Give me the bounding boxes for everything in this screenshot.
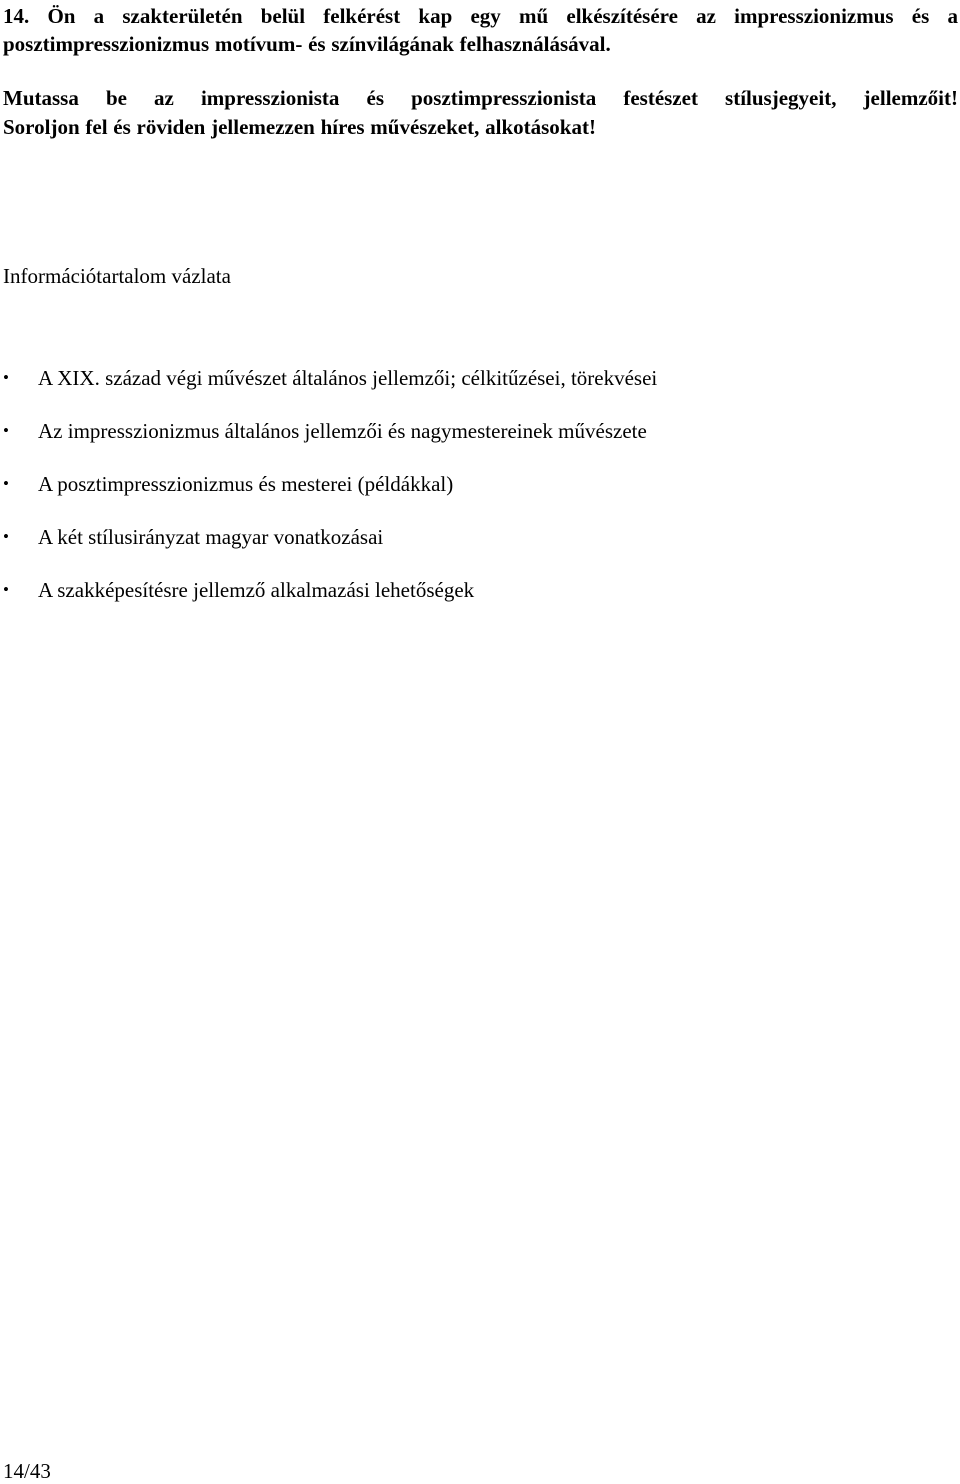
outline-item: [0, 471, 960, 524]
outline-item: [0, 524, 960, 577]
page-number: 14/43: [3, 1459, 51, 1483]
outline-item-text: A szakképesítésre jellemző alkalmazási lehetőségek: [38, 578, 475, 602]
outline-item-text: A XIX. század végi művészet általános jellemzői; célkitűzései, törekvései: [38, 366, 658, 390]
outline-item: [0, 577, 960, 630]
bullet-icon: •: [3, 527, 9, 546]
bullet-icon: •: [3, 421, 9, 440]
outline-list: [0, 365, 960, 630]
task-heading: 14. Ön a szakterületén belül felkérést kap egy mű elkészítésére az impresszionizmus és a posztimpresszionizmus motívum- és színvilágának felhasználásával.: [3, 4, 958, 56]
outline-item: [0, 365, 960, 418]
instructions-line-1: Mutassa be az impresszionista és posztimpresszionista festészet stílusjegyeit, jellemzőit!: [3, 86, 958, 110]
bullet-icon: •: [3, 474, 9, 493]
task-instructions: [3, 84, 958, 142]
instructions-line-2: Soroljon fel és röviden jellemezzen híres művészeket, alkotásokat!: [3, 115, 596, 139]
bullet-icon: •: [3, 580, 9, 599]
outline-item-text: A posztimpresszionizmus és mesterei (példákkal): [38, 472, 454, 496]
outline-title: Információtartalom vázlata: [3, 264, 231, 288]
bullet-icon: •: [3, 368, 9, 387]
outline-item-text: Az impresszionizmus általános jellemzői és nagymestereinek művészete: [38, 419, 647, 443]
outline-item-text: A két stílusirányzat magyar vonatkozásai: [38, 525, 384, 549]
outline-item: [0, 418, 960, 471]
